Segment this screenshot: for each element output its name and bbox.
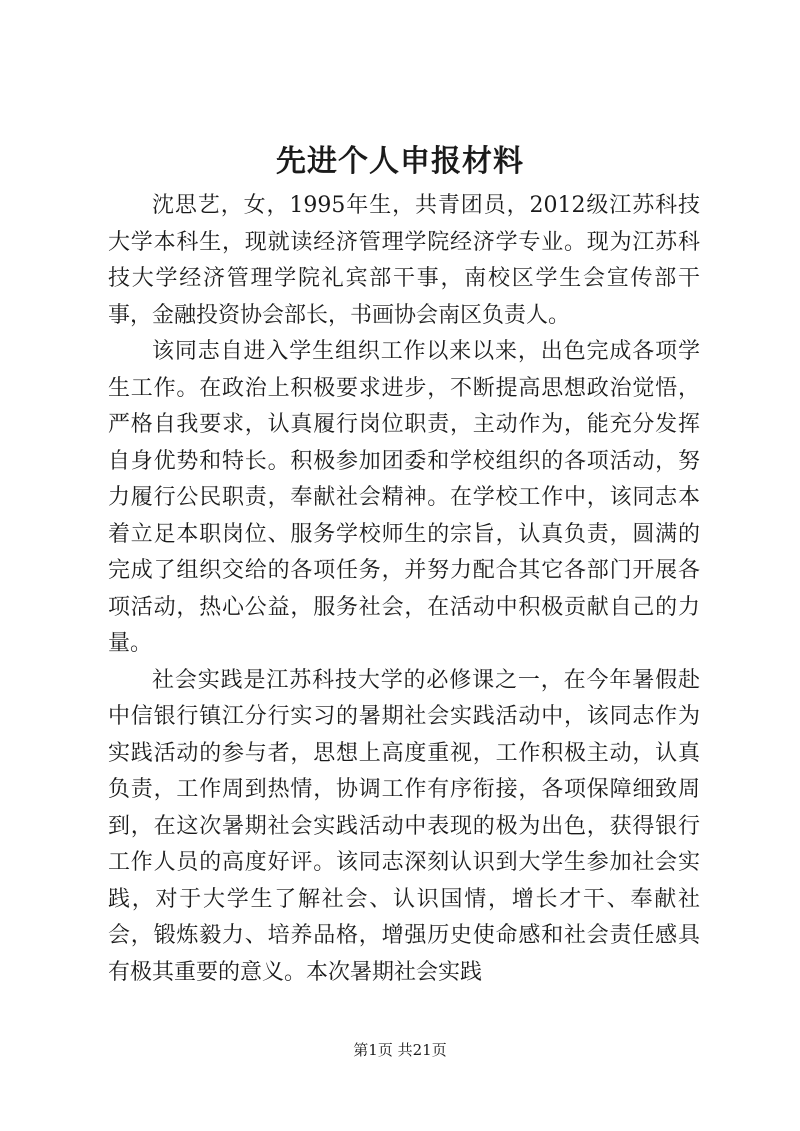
- page-footer: 第1页 共21页: [353, 1041, 447, 1059]
- document-title: 先进个人申报材料: [276, 144, 524, 179]
- paragraph-work: 该同志自进入学生组织工作以来以来，出色完成各项学生工作。在政治上积极要求进步，不断提高思想政治觉悟，严格自我要求，认真履行岗位职责，主动作为，能充分发挥自身优势和特长。积极参加团委和学校组织的各项活动，努力履行公民职责，奉献社会精神。在学校工作中，该同志本着立足本职岗位、服务学校师生的宗旨，认真负责，圆满的完成了组织交给的各项任务，并努力配合其它各部门开展各项活动，热心公益，服务社会，在活动中积极贡献自己的力量。: [108, 339, 700, 656]
- paragraph-intro: 沈思艺，女，1995年生，共青团员，2012级江苏科技大学本科生，现就读经济管理学院经济学专业。现为江苏科技大学经济管理学院礼宾部干事，南校区学生会宣传部干事，金融投资协会部长，书画协会南区负责人。: [108, 193, 700, 328]
- paragraph-practice: 社会实践是江苏科技大学的必修课之一，在今年暑假赴中信银行镇江分行实习的暑期社会实践活动中，该同志作为实践活动的参与者，思想上高度重视，工作积极主动，认真负责，工作周到热情，协调工作有序衔接，各项保障细致周到，在这次暑期社会实践活动中表现的极为出色，获得银行工作人员的高度好评。该同志深刻认识到大学生参加社会实践，对于大学生了解社会、认识国情，增长才干、奉献社会，锻炼毅力、培养品格，增强历史使命感和社会责任感具有极其重要的意义。本次暑期社会实践: [108, 667, 700, 985]
- document-body: [108, 188, 700, 991]
